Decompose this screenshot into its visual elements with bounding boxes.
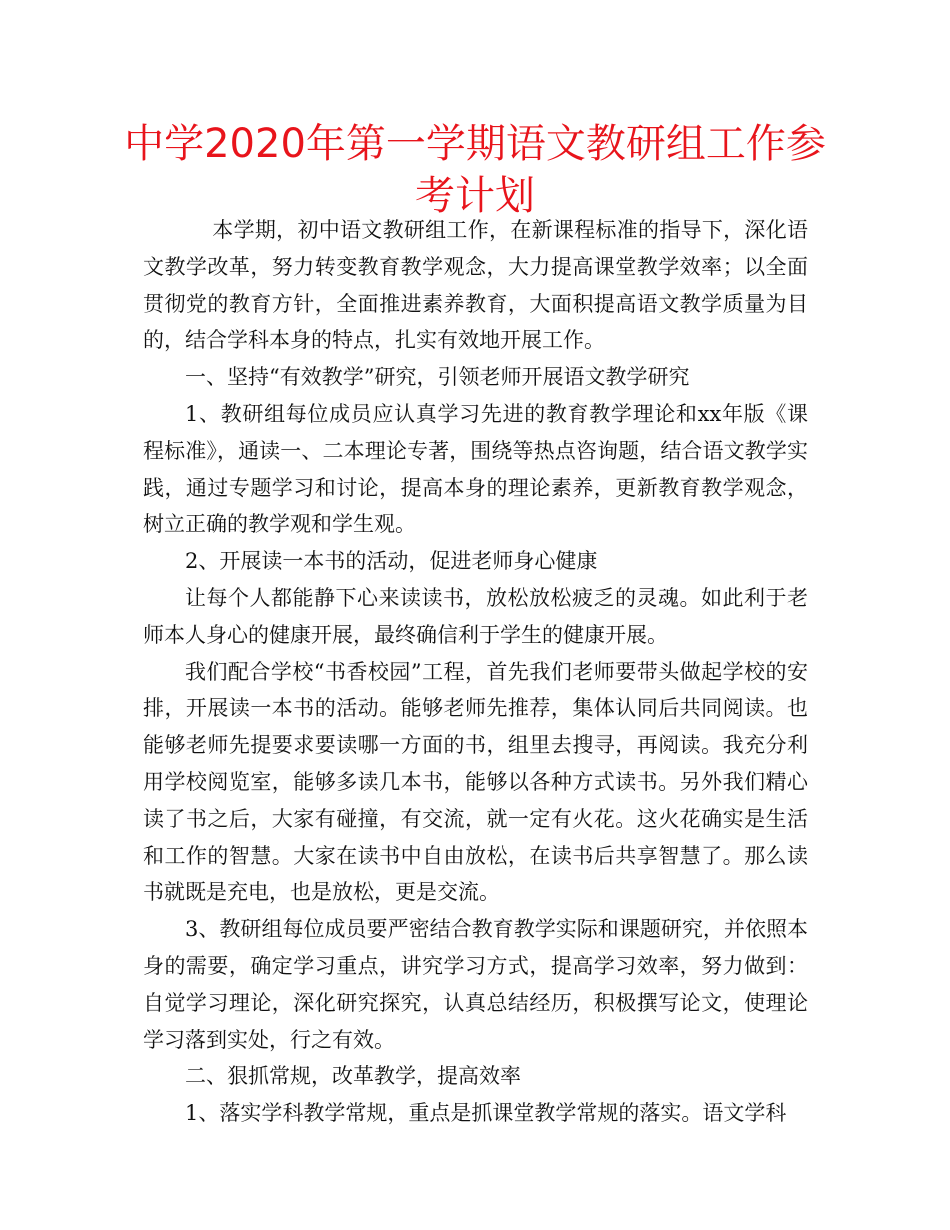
- paragraph-reading-activity: 我们配合学校“书香校园”工程，首先我们老师要带头做起学校的安排，开展读一本书的活动。能够老师先推荐，集体认同后共同阅读。也能够老师先提要求要读哪一方面的书，组里去搜寻，再阅读。我充分利用学校阅览室，能够多读几本书，能够以各种方式读书。另外我们精心读了书之后，大家有碰撞，有交流，就一定有火花。这火花确实是生活和工作的智慧。大家在读书中自由放松，在读书后共享智慧了。那么读书就既是充电，也是放松，更是交流。: [143, 659, 808, 905]
- paragraph-item-1-2: 2、开展读一本书的活动，促进老师身心健康: [185, 549, 598, 574]
- document-body: [143, 212, 808, 1132]
- section-heading-2: 二、狠抓常规，改革教学，提高效率: [185, 1064, 521, 1089]
- paragraph-item-2-1: 1、落实学科教学常规，重点是抓课堂教学常规的落实。语文学科: [185, 1101, 787, 1126]
- document-title: 中学2020年第一学期语文教研组工作参考计划: [124, 121, 826, 219]
- section-heading-1: 一、坚持“有效教学”研究，引领老师开展语文教学研究: [185, 365, 690, 390]
- paragraph-reading-purpose: 让每个人都能静下心来读读书，放松放松疲乏的灵魂。如此利于老师本人身心的健康开展，最终确信利于学生的健康开展。: [143, 585, 808, 647]
- paragraph-item-1-1: 1、教研组每位成员应认真学习先进的教育教学理论和xx年版《课程标准》，通读一、二本理论专著，围绕等热点咨询题，结合语文教学实践，通过专题学习和讨论，提高本身的理论素养，更新教育教学观念，树立正确的教学观和学生观。: [143, 401, 808, 537]
- paragraph-item-1-3: 3、教研组每位成员要严密结合教育教学实际和课题研究，并依照本身的需要，确定学习重点，讲究学习方式，提高学习效率，努力做到：自觉学习理论，深化研究探究，认真总结经历，积极撰写论文，使理论学习落到实处，行之有效。: [143, 917, 808, 1052]
- paragraph-intro: 本学期，初中语文教研组工作，在新课程标准的指导下，深化语文教学改革，努力转变教育教学观念，大力提高课堂教学效率；以全面贯彻党的教育方针，全面推进素养教育，大面积提高语文教学质量为目的，结合学科本身的特点，扎实有效地开展工作。: [143, 218, 808, 353]
